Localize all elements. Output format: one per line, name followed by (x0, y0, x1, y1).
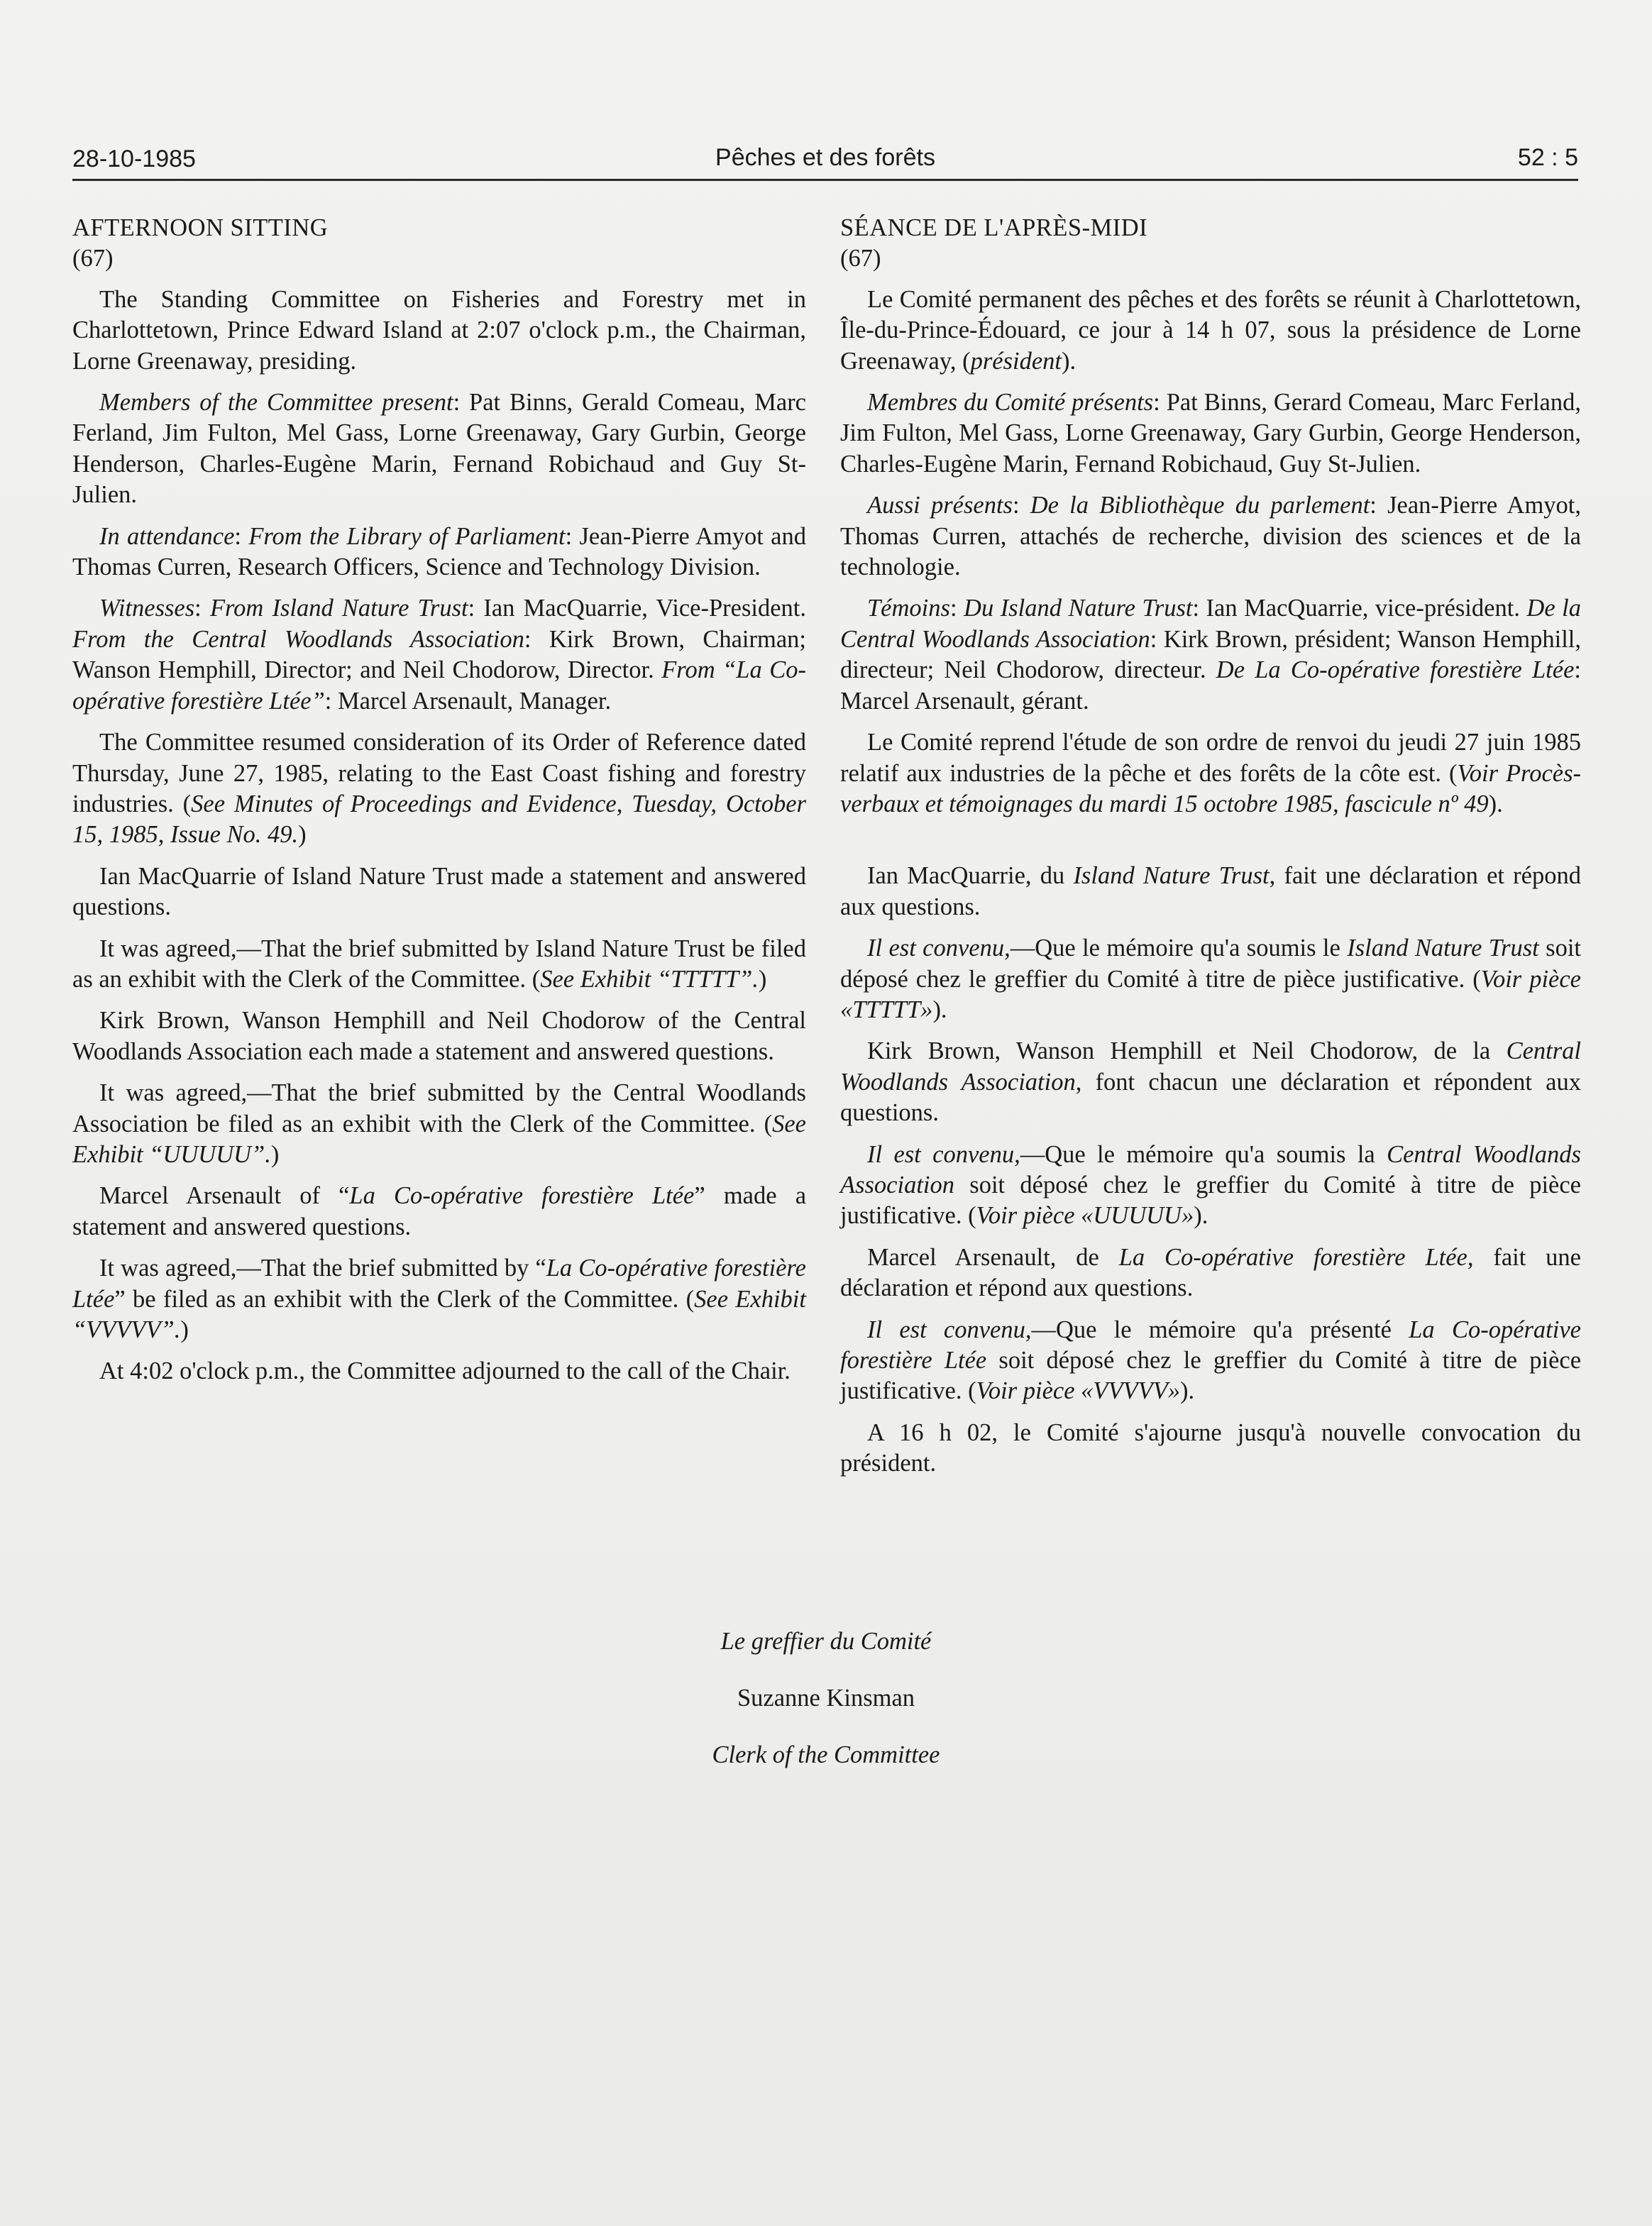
paragraph: Marcel Arsenault, de La Co-opérative forestière Ltée, fait une déclaration et répond aux questions. (840, 1243, 1581, 1302)
paragraph: The Committee resumed consideration of its Order of Reference dated Thursday, June 27, 1985, relating to the East Coast fishing and forestry industries. (See Minutes of Proceedings and Evidence, Tuesday, October 15, 1985, Issue No. 49.) (72, 729, 806, 849)
header-title: Pêches et des forêts (715, 144, 935, 171)
paragraph: The Standing Committee on Fisheries and Forestry met in Charlottetown, Prince Edward Island at 2:07 o'clock p.m., the Chairman, Lorne Greenaway, presiding. (72, 285, 806, 375)
paragraph: Aussi présents: De la Bibliothèque du parlement: Jean-Pierre Amyot, Thomas Curren, attachés de recherche, division des sciences et de la technologie. (840, 492, 1582, 581)
paragraph: Ian MacQuarrie of Island Nature Trust made a statement and answered questions. (72, 862, 806, 921)
header-date: 28-10-1985 (72, 145, 196, 172)
english-column (72, 213, 806, 1398)
paragraph: It was agreed,—That the brief submitted by “La Co-opérative forestière Ltée” be filed as an exhibit with the Clerk of the Committee. (See Exhibit “VVVVV”.) (72, 1255, 806, 1343)
section-heading: SÉANCE DE L'APRÈS-MIDI (840, 214, 1148, 241)
paragraph: Marcel Arsenault of “La Co-opérative forestière Ltée” made a statement and answered questions. (72, 1182, 807, 1240)
header-page-number: 52 : 5 (1517, 144, 1578, 171)
paragraph: Témoins: Du Island Nature Trust: Ian MacQuarrie, vice-président. De la Central Woodlands Association: Kirk Brown, président; Wanson Hemphill, directeur; Neil Chodorow, directeur. De La Co-opérative forestière Ltée: Marcel Arsenault, gérant. (840, 595, 1581, 715)
running-header (72, 142, 1578, 181)
paragraph: Il est convenu,—Que le mémoire qu'a présenté La Co-opérative forestière Ltée soit déposé chez le greffier du Comité à titre de pièce justificative. (Voir pièce «VVVVV»). (840, 1316, 1582, 1405)
paragraph: Il est convenu,—Que le mémoire qu'a soumis le Island Nature Trust soit déposé chez le greffier du Comité à titre de pièce justificative. (Voir pièce «TTTTT»). (840, 935, 1581, 1023)
paragraph: Ian MacQuarrie, du Island Nature Trust, fait une déclaration et répond aux questions. (840, 862, 1581, 920)
signature-title-fr: Le greffier du Comité (720, 1628, 932, 1655)
section-heading: AFTERNOON SITTING (72, 214, 329, 241)
signature-title-en: Clerk of the Committee (712, 1741, 940, 1768)
french-column (840, 213, 1581, 1490)
paragraph: Kirk Brown, Wanson Hemphill et Neil Chodorow, de la Central Woodlands Association, font chacun une déclaration et répondent aux questions. (840, 1037, 1581, 1127)
paragraph: Il est convenu,—Que le mémoire qu'a soumis la Central Woodlands Association soit déposé chez le greffier du Comité à titre de pièce justificative. (Voir pièce «UUUUU»). (840, 1140, 1581, 1230)
paragraph: In attendance: From the Library of Parliament: Jean-Pierre Amyot and Thomas Curren, Research Officers, Science and Technology Division. (72, 522, 806, 581)
paragraph: A 16 h 02, le Comité s'ajourne jusqu'à nouvelle convocation du président. (840, 1418, 1581, 1477)
paragraph: It was agreed,—That the brief submitted by Island Nature Trust be filed as an exhibit with the Clerk of the Committee. (See Exhibit “TTTTT”.) (72, 935, 806, 993)
paragraph: Members of the Committee present: Pat Binns, Gerald Comeau, Marc Ferland, Jim Fulton, Mel Gass, Lorne Greenaway, Gary Gurbin, George Henderson, Charles-Eugène Marin, Fernand Robichaud and Guy St-Julien. (72, 389, 806, 509)
paragraph: Le Comité permanent des pêches et des forêts se réunit à Charlottetown, Île-du-Prince-Édouard, ce jour à 14 h 07, sous la présidence de Lorne Greenaway, (président). (840, 285, 1581, 375)
sitting-number: (67) (840, 245, 881, 272)
signature-name: Suzanne Kinsman (737, 1685, 915, 1712)
paragraph: Le Comité reprend l'étude de son ordre de renvoi du jeudi 27 juin 1985 relatif aux industries de la pêche et des forêts de la côte est. (Voir Procès-verbaux et témoignages du mardi 15 octobre 1985, fascicule nº 49). (840, 729, 1581, 817)
sitting-number: (67) (72, 245, 114, 272)
paragraph: Membres du Comité présents: Pat Binns, Gerard Comeau, Marc Ferland, Jim Fulton, Mel Gass, Lorne Greenaway, Gary Gurbin, George Henderson, Charles-Eugène Marin, Fernand Robichaud, Guy St-Julien. (840, 389, 1581, 478)
paragraph: Kirk Brown, Wanson Hemphill and Neil Chodorow of the Central Woodlands Association each made a statement and answered questions. (72, 1007, 806, 1065)
paragraph: Witnesses: From Island Nature Trust: Ian MacQuarrie, Vice-President. From the Central Woodlands Association: Kirk Brown, Chairman; Wanson Hemphill, Director; and Neil Chodorow, Director. From “La Co-opérative forestière Ltée”: Marcel Arsenault, Manager. (72, 595, 806, 715)
paragraph: It was agreed,—That the brief submitted by the Central Woodlands Association be filed as an exhibit with the Clerk of the Committee. (See Exhibit “UUUUU”.) (72, 1079, 806, 1168)
paragraph: At 4:02 o'clock p.m., the Committee adjourned to the call of the Chair. (99, 1357, 791, 1385)
